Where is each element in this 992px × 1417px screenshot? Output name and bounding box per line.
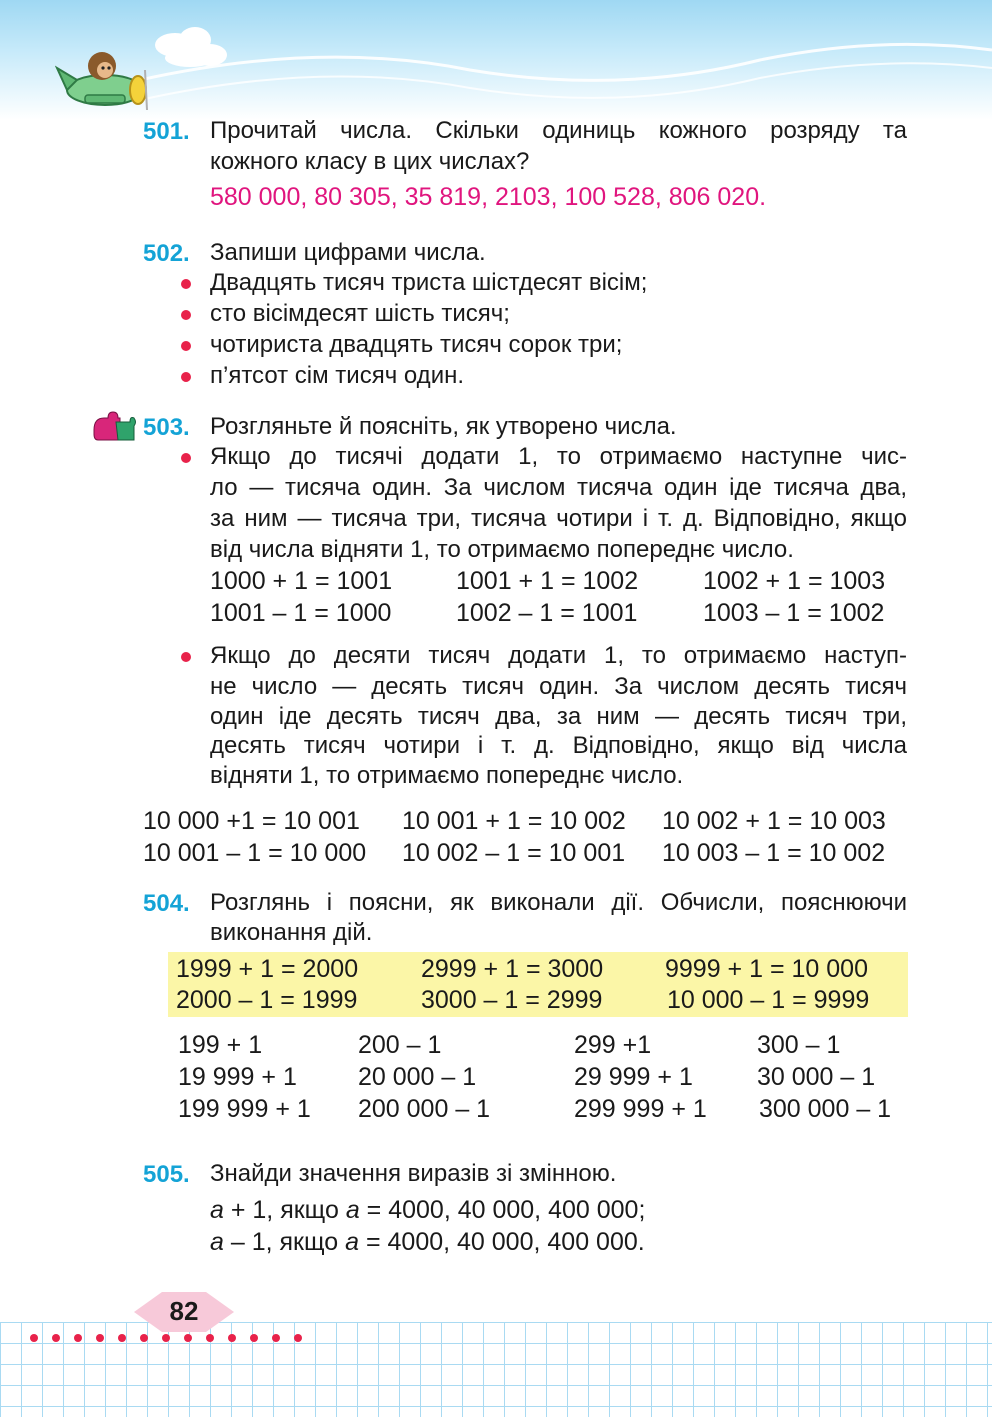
cloud-icon <box>155 27 227 67</box>
footer-dots <box>30 1334 302 1346</box>
task-expression: 200 – 1 <box>358 1031 442 1059</box>
dot <box>30 1334 38 1342</box>
variable: а <box>345 1228 360 1256</box>
dot <box>228 1334 236 1342</box>
equation: 10 000 +1 = 10 001 <box>143 807 360 835</box>
equation: 1002 + 1 = 1003 <box>703 567 886 595</box>
expression-values: = 4000, 40 000, 400 000; <box>359 1196 646 1224</box>
task-expression: 20 000 – 1 <box>358 1063 477 1091</box>
equation: 10 001 + 1 = 10 002 <box>402 807 626 835</box>
expression-values: = 4000, 40 000, 400 000. <box>359 1228 645 1256</box>
dot <box>118 1334 126 1342</box>
dot <box>250 1334 258 1342</box>
task-expression: 299 999 + 1 <box>574 1095 707 1123</box>
bullet <box>181 341 191 351</box>
exercise-505-number: 505. <box>143 1161 190 1188</box>
exercise-502-number: 502. <box>143 240 190 267</box>
equation: 1000 + 1 = 1001 <box>210 567 393 595</box>
exercise-503-p2-line-5: відняти 1, то отримаємо попереднє число. <box>210 762 684 789</box>
dot <box>294 1334 302 1342</box>
puzzle-icon <box>90 410 138 444</box>
exercise-503-p1-line-4: від числа відняти 1, то отримаємо попереднє число. <box>210 536 794 563</box>
exercise-503-p1-line-1: Якщо до тисячі додати 1, то отримаємо наступне чис- <box>210 443 907 470</box>
exercise-503-p2-line-3: один іде десять тисяч два, за ним — десять тисяч три, <box>210 703 907 730</box>
variable: а <box>210 1196 224 1224</box>
exercise-503-p2-line-4: десять тисяч чотири і т. д. Відповідно, якщо від числа <box>210 732 907 759</box>
equation: 1001 + 1 = 1002 <box>456 567 639 595</box>
exercise-502-item-2: сто вісімдесят шість тисяч; <box>210 300 510 327</box>
expression-text: – 1, якщо <box>223 1228 346 1256</box>
exercise-503-intro: Розгляньте й поясніть, як утворено числа. <box>210 413 677 440</box>
exercise-501-numbers: 580 000, 80 305, 35 819, 2103, 100 528, 806 020. <box>210 183 767 211</box>
task-expression: 29 999 + 1 <box>574 1063 693 1091</box>
airplane-hedgehog-illustration <box>55 40 155 115</box>
equation: 1002 – 1 = 1001 <box>456 599 638 627</box>
exercise-504-text-line-2: виконання дій. <box>210 919 373 946</box>
task-expression: 300 – 1 <box>757 1031 841 1059</box>
dot <box>96 1334 104 1342</box>
exercise-503-p2-line-1: Якщо до десяти тисяч додати 1, то отримаємо наступ- <box>210 642 907 669</box>
equation: 10 000 – 1 = 9999 <box>667 986 870 1014</box>
dot <box>52 1334 60 1342</box>
expression-line-2 <box>210 1227 645 1258</box>
exercise-505-intro: Знайди значення виразів зі змінною. <box>210 1160 617 1187</box>
equation: 10 002 – 1 = 10 001 <box>402 839 626 867</box>
task-expression: 199 999 + 1 <box>178 1095 311 1123</box>
variable: а <box>210 1228 224 1256</box>
exercise-501-number: 501. <box>143 118 190 145</box>
bullet <box>181 372 191 382</box>
task-expression: 300 000 – 1 <box>759 1095 892 1123</box>
equation: 10 001 – 1 = 10 000 <box>143 839 367 867</box>
bullet <box>181 652 191 662</box>
exercise-502-item-1: Двадцять тисяч триста шістдесят вісім; <box>210 269 648 296</box>
equation: 2000 – 1 = 1999 <box>176 986 358 1014</box>
equation: 10 002 + 1 = 10 003 <box>662 807 886 835</box>
equation: 10 003 – 1 = 10 002 <box>662 839 886 867</box>
exercise-503-p2-line-2: не число — десять тисяч один. За числом десять тисяч <box>210 673 907 700</box>
exercise-503-p1-line-2: ло — тисяча один. За числом тисяча один іде тисяча два, <box>210 474 907 501</box>
exercise-503-number: 503. <box>143 414 190 441</box>
task-expression: 199 + 1 <box>178 1031 263 1059</box>
expression-text: + 1, якщо <box>223 1196 346 1224</box>
bullet <box>181 453 191 463</box>
dot <box>272 1334 280 1342</box>
dot <box>74 1334 82 1342</box>
equation: 2999 + 1 = 3000 <box>421 955 604 983</box>
variable: а <box>345 1196 360 1224</box>
bullet <box>181 310 191 320</box>
exercise-502-intro: Запиши цифрами числа. <box>210 239 486 266</box>
task-expression: 30 000 – 1 <box>757 1063 876 1091</box>
equation: 9999 + 1 = 10 000 <box>665 955 868 983</box>
task-expression: 299 +1 <box>574 1031 652 1059</box>
task-expression: 200 000 – 1 <box>358 1095 491 1123</box>
exercise-504-number: 504. <box>143 890 190 917</box>
task-expression: 19 999 + 1 <box>178 1063 297 1091</box>
page-number: 82 <box>169 1296 199 1326</box>
equation: 3000 – 1 = 2999 <box>421 986 603 1014</box>
dot <box>162 1334 170 1342</box>
equation: 1999 + 1 = 2000 <box>176 955 359 983</box>
exercise-501-text-line-2: кожного класу в цих числах? <box>210 148 530 175</box>
bullet <box>181 279 191 289</box>
expression-line-1 <box>210 1195 645 1226</box>
exercise-501-text-line-1: Прочитай числа. Скільки одиниць кожного розряду та <box>210 117 907 144</box>
dot <box>140 1334 148 1342</box>
equation: 1003 – 1 = 1002 <box>703 599 885 627</box>
exercise-504-text-line-1: Розглянь і поясни, як виконали дії. Обчисли, пояснюючи <box>210 889 907 916</box>
exercise-503-p1-line-3: за ним — тисяча три, тисяча чотири і т. д. Відповідно, якщо <box>210 505 907 532</box>
equation: 1001 – 1 = 1000 <box>210 599 392 627</box>
exercise-502-item-4: п’ятсот сім тисяч один. <box>210 362 465 389</box>
dot <box>206 1334 214 1342</box>
dot <box>184 1334 192 1342</box>
exercise-502-item-3: чотириста двадцять тисяч сорок три; <box>210 331 623 358</box>
